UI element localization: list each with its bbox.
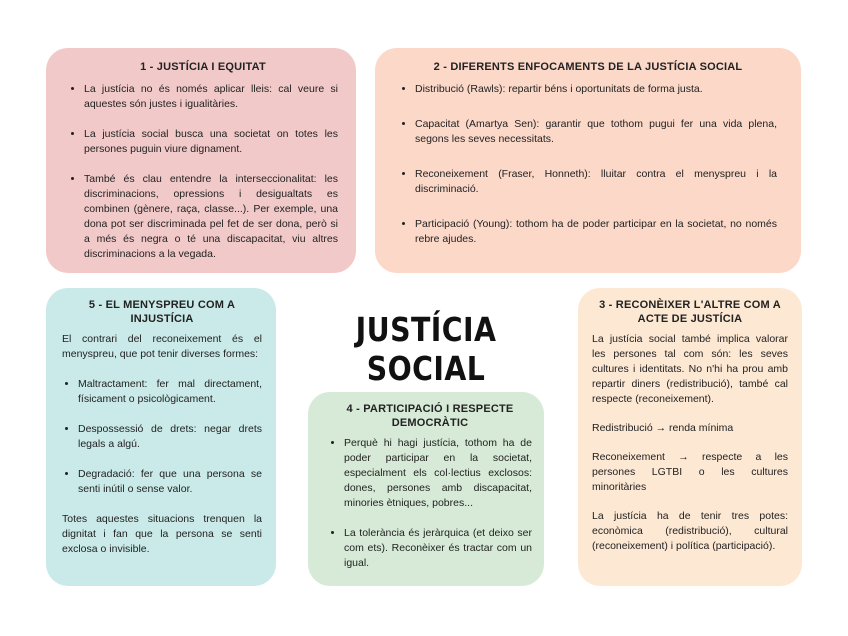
list-item: • Reconeixement (Fraser, Honneth): lluitar contra el menyspreu i la discriminació. bbox=[415, 167, 777, 197]
list-item: • Maltractament: fer mal directament, físicament o psicològicament. bbox=[78, 377, 262, 407]
bullet-list bbox=[328, 436, 532, 571]
card-heading: 5 - EL MENYSPREU COM A INJUSTÍCIA bbox=[88, 299, 236, 325]
list-item: • També és clau entendre la interseccionalitat: les discriminacions, opressions i desigualtats es combinen (gènere, raça, classe...). Per exemple, una dona pot ser discriminada pel fet de ser dona, però si a més és negra o té una discapacitat, viu altres discriminacions a la vegada. bbox=[84, 172, 338, 262]
paragraph: Reconeixement → respecte a les persones LGTBI o les cultures minoritàries bbox=[592, 451, 788, 493]
paragraph: La justícia ha de tenir tres potes: econòmica (redistribució), cultural (reconeixement) i política (participació). bbox=[592, 510, 788, 552]
card-reconeixer bbox=[578, 288, 802, 586]
list-item: • La justícia no és només aplicar lleis: cal veure si aquestes són justes i igualitàries. bbox=[84, 82, 338, 112]
bullet-list bbox=[62, 377, 262, 497]
paragraph: La justícia social també implica valorar les persones tal com són: les seves cultures i identitats. No n'hi ha prou amb repartir diners (redistribució), també cal respecte (reconeixement). bbox=[592, 333, 788, 405]
list-item: • Degradació: fer que una persona se senti inútil o sense valor. bbox=[78, 467, 262, 497]
list-item: • Participació (Young): tothom ha de poder participar en la societat, no només rebre ajudes. bbox=[415, 217, 777, 247]
card-heading: 2 - DIFERENTS ENFOCAMENTS DE LA JUSTÍCIA SOCIAL bbox=[433, 61, 743, 73]
paragraph: Redistribució → renda mínima bbox=[592, 422, 734, 434]
card-participacio bbox=[308, 392, 544, 586]
bullet-list bbox=[68, 82, 338, 262]
card-justicia-equitat bbox=[46, 48, 356, 273]
list-item: • Despossessió de drets: negar drets legals a algú. bbox=[78, 422, 262, 452]
card-heading: 3 - RECONÈIXER L'ALTRE COM A ACTE DE JUSTÍCIA bbox=[599, 299, 781, 325]
list-item: • La tolerància és jeràrquica (et deixo ser com ets). Reconèixer és tractar com un igual. bbox=[344, 526, 532, 571]
card-heading: 1 - JUSTÍCIA I EQUITAT bbox=[140, 61, 266, 73]
bullet-list bbox=[399, 82, 777, 247]
list-item: • Capacitat (Amartya Sen): garantir que tothom pugui fer una vida plena, segons les seves necessitats. bbox=[415, 117, 777, 147]
intro-text: El contrari del reconeixement és el menyspreu, que pot tenir diverses formes: bbox=[62, 333, 262, 360]
card-heading: 4 - PARTICIPACIÓ I RESPECTE DEMOCRÀTIC bbox=[346, 403, 514, 429]
card-menyspreu bbox=[46, 288, 276, 586]
card-enfocaments bbox=[375, 48, 801, 273]
list-item: • Distribució (Rawls): repartir béns i oportunitats de forma justa. bbox=[415, 82, 777, 97]
list-item: • La justícia social busca una societat on totes les persones puguin viure dignament. bbox=[84, 127, 338, 157]
page-title: JUSTÍCIA SOCIAL bbox=[355, 310, 497, 388]
outro-text: Totes aquestes situacions trenquen la dignitat i fan que la persona se senti exclosa o invisible. bbox=[62, 513, 262, 555]
list-item: • Perquè hi hagi justícia, tothom ha de poder participar en la societat, especialment els col·lectius exclosos: dones, persones amb discapacitat, minories ètniques, pobres... bbox=[344, 436, 532, 511]
